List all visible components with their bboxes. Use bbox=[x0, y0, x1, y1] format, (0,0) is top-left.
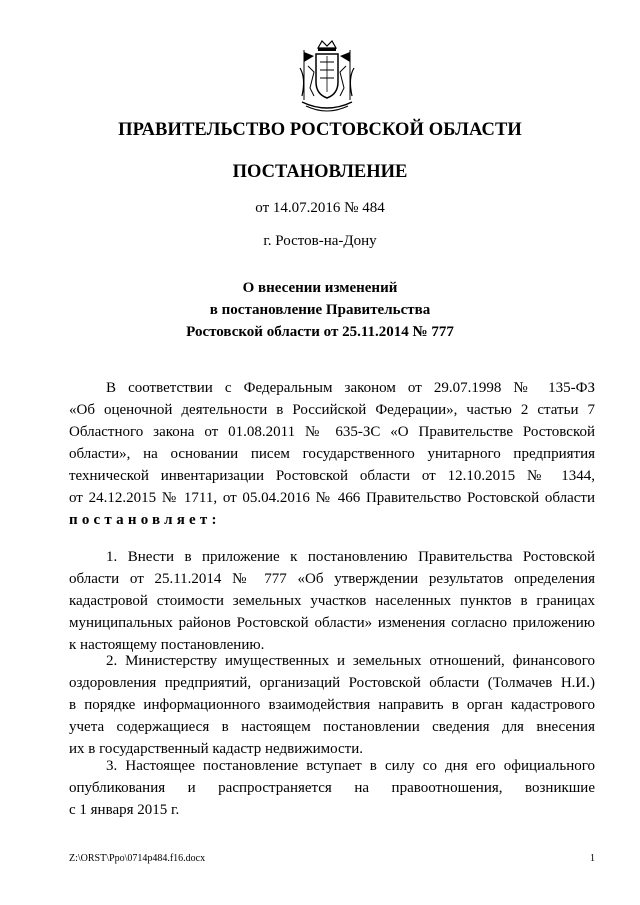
subject-line: О внесении изменений bbox=[242, 280, 398, 296]
decree-word: постановляет: bbox=[69, 512, 221, 528]
text-line: в порядке информационного взаимодействия направить в орган кадастрового bbox=[69, 697, 595, 713]
text-line: от 24.12.2015 № 1711, от 05.04.2016 № 466 Правительство Ростовской области bbox=[69, 490, 595, 506]
item-paragraph-2 bbox=[69, 650, 595, 760]
organization-title: ПРАВИТЕЛЬСТВО РОСТОВСКОЙ ОБЛАСТИ bbox=[118, 120, 522, 140]
text-line: муниципальных районов Ростовской области» изменения согласно приложению bbox=[69, 615, 595, 631]
text-line: опубликования и распространяется на правоотношения, возникшие bbox=[69, 780, 595, 796]
coat-of-arms-icon bbox=[296, 38, 358, 116]
page-number: 1 bbox=[590, 853, 595, 864]
text-line: 2. Министерству имущественных и земельных отношений, финансового bbox=[106, 653, 595, 669]
date-number: от 14.07.2016 № 484 bbox=[255, 200, 385, 216]
text-line: области», на основании писем государственного унитарного предприятия bbox=[69, 446, 595, 462]
preamble-paragraph bbox=[69, 377, 595, 531]
text-line: 3. Настоящее постановление вступает в силу со дня его официального bbox=[106, 758, 595, 774]
text-line: к настоящему постановлению. bbox=[69, 637, 265, 653]
text-line: «Об оценочной деятельности в Российской Федерации», частью 2 статьи 7 bbox=[69, 402, 595, 418]
text-line: технической инвентаризации Ростовской области от 12.10.2015 № 1344, bbox=[69, 468, 595, 484]
document-type: ПОСТАНОВЛЕНИЕ bbox=[232, 162, 408, 182]
text-line: оздоровления предприятий, организаций Ростовской области (Толмачев Н.И.) bbox=[69, 675, 595, 691]
text-line: области от 25.11.2014 № 777 «Об утверждении результатов определения bbox=[69, 571, 595, 587]
text-line: В соответствии с Федеральным законом от 29.07.1998 № 135-ФЗ bbox=[106, 380, 595, 396]
subject-line: в постановление Правительства bbox=[209, 302, 431, 318]
text-line: 1. Внести в приложение к постановлению Правительства Ростовской bbox=[106, 549, 595, 565]
item-paragraph-3 bbox=[69, 755, 595, 821]
text-line: с 1 января 2015 г. bbox=[69, 802, 180, 818]
text-line: учета содержащиеся в настоящем постановлении сведения для внесения bbox=[69, 719, 595, 735]
file-path: Z:\ORST\Ppo\0714p484.f16.docx bbox=[69, 853, 206, 864]
subject-line: Ростовской области от 25.11.2014 № 777 bbox=[186, 324, 454, 340]
document-subject bbox=[0, 277, 640, 343]
text-line: Областного закона от 01.08.2011 № 635-ЗС «О Правительстве Ростовской bbox=[69, 424, 595, 440]
text-line: их в государственный кадастр недвижимости. bbox=[69, 741, 363, 757]
city: г. Ростов-на-Дону bbox=[263, 233, 377, 249]
item-paragraph-1 bbox=[69, 546, 595, 656]
text-line: кадастровой стоимости земельных участков населенных пунктов в границах bbox=[69, 593, 595, 609]
